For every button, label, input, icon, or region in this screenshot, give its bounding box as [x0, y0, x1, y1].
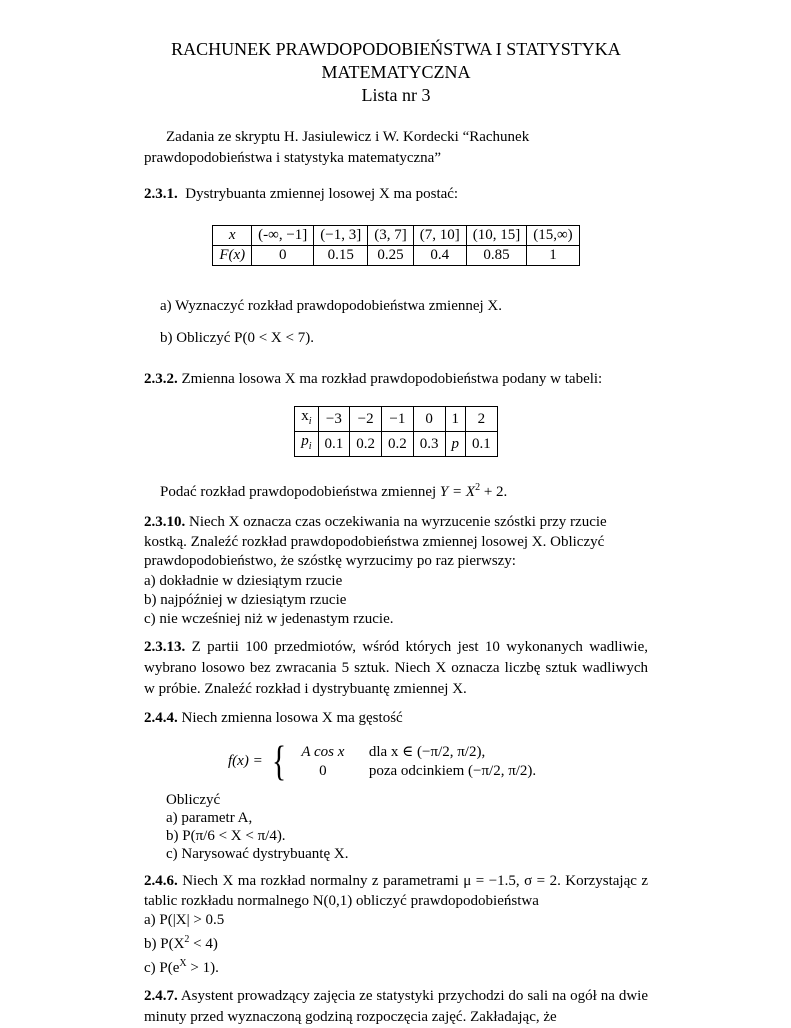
table-cell: x	[213, 226, 252, 246]
problem-number: 2.3.13.	[144, 638, 186, 655]
problem-number: 2.3.2.	[144, 371, 178, 387]
table-cell: 2	[466, 407, 498, 432]
cdf-table	[212, 225, 579, 266]
subtask-b: b) Obliczyć P(0 < X < 7).	[160, 330, 314, 346]
case-2-value: 0	[319, 762, 327, 779]
table-cell: 1	[445, 407, 466, 432]
problem-number: 2.4.4.	[144, 709, 178, 726]
problem-2-3-10	[144, 513, 648, 629]
problem-text: Zmienna losowa X ma rozkład prawdopodobieństwa podany w tabeli:	[181, 371, 603, 387]
case-2-condition: poza odcinkiem (−π/2, π/2).	[368, 762, 537, 779]
subtask-c: c) nie wcześniej niż w jedenastym rzucie.	[144, 610, 394, 627]
subtask-a: a) dokładnie w dziesiątym rzucie	[144, 572, 343, 589]
table-cell: F(x)	[213, 246, 252, 266]
table-cell: 0.85	[466, 246, 527, 266]
problem-2-4-7	[144, 986, 648, 1028]
table-cell: 0	[413, 407, 445, 432]
table-cell: (15,∞)	[527, 226, 579, 246]
intro-text: Zadania ze skryptu H. Jasiulewicz i W. Kordecki “Rachunek prawdopodobieństwa i statystyka matematyczna”	[144, 129, 530, 166]
table-cell: (3, 7]	[368, 226, 414, 246]
table-cell: 0.3	[413, 432, 445, 457]
subtask-a: a) parametr A,	[166, 809, 253, 826]
problem-text: Niech zmienna losowa X ma gęstość	[181, 709, 403, 726]
problem-text: Asystent prowadzący zajęcia ze statystyki przychodzi do sali na ogół na dwie minuty przed wyznaczoną godziną rozpoczęcia zajęć. Zakładając, że	[144, 987, 648, 1025]
problem-2-4-4	[144, 708, 648, 863]
subtask-b: b) P(π/6 < X < π/4).	[166, 827, 286, 844]
brace: {	[271, 738, 286, 785]
case-1-condition: dla x ∈ (−π/2, π/2),	[368, 743, 486, 760]
page	[144, 38, 648, 1028]
subtask-c: c) $P(e^X > 1)$.	[144, 957, 219, 976]
subtask-intro: Obliczyć	[166, 791, 221, 808]
table-cell: (10, 15]	[466, 226, 527, 246]
subtask-a: a) Wyznaczyć rozkład prawdopodobieństwa zmiennej X.	[160, 298, 503, 314]
problem-2-4-6	[144, 871, 648, 978]
formula-lhs: f(x) =	[228, 753, 263, 769]
problem-text: Z partii 100 przedmiotów, wśród których jest 10 wykonanych wadliwie, wybrano losowo bez zwracania 5 sztuk. Niech X oznacza liczbę sztuk wadliwych w próbie. Znaleźć rozkład i dystrybuantę zmiennej X.	[144, 638, 649, 697]
subtask-b: b) najpóźniej w dziesiątym rzucie	[144, 591, 347, 608]
density-formula	[228, 738, 648, 785]
problem-2-3-13	[144, 637, 648, 700]
problem-text: Niech X oznacza czas oczekiwania na wyrzucenie szóstki przy rzucie kostką. Znaleźć rozkład prawdopodobieństwa zmiennej losowej X. Obliczyć prawdopodobieństwo, że szóstkę wyrzucimy po raz pierwszy:	[144, 514, 607, 569]
table-cell: 0	[252, 246, 314, 266]
table-cell: (7, 10]	[413, 226, 466, 246]
subtask-b: b) $P(X^2 < 4)$	[144, 933, 218, 952]
case-1-value: A cos x	[301, 743, 345, 760]
table-cell: (-∞, −1]	[252, 226, 314, 246]
problem-followup: Podać rozkład prawdopodobieństwa zmiennej $Y = X^2 + 2$.	[160, 482, 508, 500]
title-line-2: MATEMATYCZNA	[321, 62, 471, 82]
table-cell: $p_i$	[295, 432, 318, 457]
table-cell: 0.15	[314, 246, 368, 266]
table-cell: 0.25	[368, 246, 414, 266]
table-cell: −1	[382, 407, 414, 432]
problem-number: 2.3.10.	[144, 514, 186, 530]
table-cell: 1	[527, 246, 579, 266]
table-cell: (−1, 3]	[314, 226, 368, 246]
table-cell: 0.1	[318, 432, 350, 457]
problem-number: 2.4.6.	[144, 872, 178, 889]
table-cell: 0.4	[413, 246, 466, 266]
subtask-c: c) Narysować dystrybuantę X.	[166, 845, 349, 862]
table-cell: $x_i$	[295, 407, 318, 432]
problem-number: 2.3.1.	[144, 186, 178, 202]
table-cell: −2	[350, 407, 382, 432]
problem-text: Dystrybuanta zmiennej losowej X ma postać:	[185, 186, 459, 202]
table-cell: 0.2	[350, 432, 382, 457]
problem-2-3-1	[144, 184, 648, 349]
table-cell: 0.1	[466, 432, 498, 457]
document-title	[144, 38, 648, 107]
title-line-1: RACHUNEK PRAWDOPODOBIEŃSTWA I STATYSTYKA	[171, 39, 621, 59]
problem-text: Niech X ma rozkład normalny z parametrami μ = −1.5, σ = 2. Korzystając z tablic rozkładu normalnego N(0,1) obliczyć prawdopodobieństwa	[144, 872, 649, 909]
table-cell: −3	[318, 407, 350, 432]
problem-2-3-2	[144, 369, 648, 503]
table-cell: 0.2	[382, 432, 414, 457]
subtask-a: a) P(|X| > 0.5	[144, 911, 225, 928]
table-cell: p	[445, 432, 466, 457]
distribution-table	[294, 406, 498, 457]
problem-number: 2.4.7.	[144, 987, 178, 1004]
title-line-3: Lista nr 3	[361, 85, 431, 105]
